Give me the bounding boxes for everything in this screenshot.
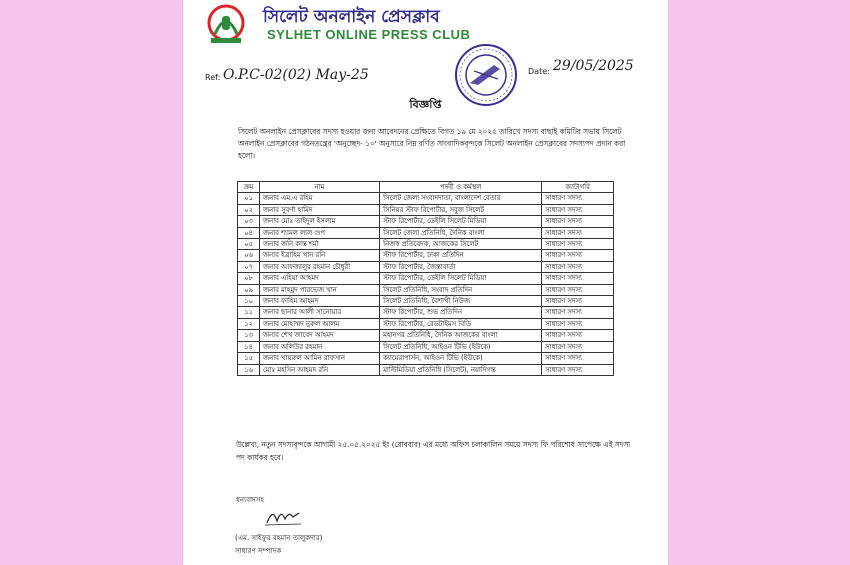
header-serial: ক্রম [238,182,260,193]
ref-number: O.P.C-02(02) May-25 [223,67,369,83]
cell-serial: ০৭ [238,261,260,272]
cell-name: জনাব ইব্রাহিম খান রনি [259,250,379,261]
cell-position: সিলেট জেলা সংবাদদাতা, বাংলাদেশ বেতার [380,193,542,204]
members-table-body [238,193,614,376]
cell-name: জনাব শ্যামল লাল গুপ [259,227,379,238]
cell-category: সাধারণ সদস্য [542,193,614,204]
cell-name: জনাব মোহাম্মদ নুরুল আলম [259,318,379,329]
header-position: পদবী ও কর্মস্থল [380,182,542,193]
header-name: নাম [259,182,379,193]
cell-position: মহানগর প্রতিনিধি, দৈনিক আজকের বাংলা [380,330,542,341]
cell-serial: ১৫ [238,353,260,364]
header-category: ক্যাটাগরি [542,182,614,193]
cell-position: সিলেট জেলা প্রতিনিধি, দৈনিক বাংলা [380,227,542,238]
cell-name: জনাব ফাহিম আহমদ [259,296,379,307]
notice-document [183,0,668,565]
table-row [238,273,614,284]
cell-position: সিলেট প্রতিনিধি, আইওন টিভি (ইউকে) [380,341,542,352]
table-row [238,284,614,295]
cell-category: সাধারণ সদস্য [542,273,614,284]
cell-position: ক্যামেরাপার্সন, আইওন টিভি (ইউকে) [380,353,542,364]
cell-serial: ১২ [238,318,260,329]
date-value: 29/05/2025 [553,58,634,74]
cell-category: সাধারণ সদস্য [542,204,614,215]
table-row [238,330,614,341]
cell-position: স্টাফ রিপোর্টার, শুভ প্রতিদিন [380,307,542,318]
cell-position: সিলেট প্রতিনিধি, সংবাদ প্রতিদিন [380,284,542,295]
cell-category: সাধারণ সদস্য [542,261,614,272]
cell-name: জনাব শেখ জাবেদ আহমদ [259,330,379,341]
cell-serial: ০৯ [238,284,260,295]
cell-name: জনাব এম.এ রহিম [259,193,379,204]
table-row [238,239,614,250]
footnote-paragraph: উল্লেখ্য, নতুন সদস্যবৃন্দকে আগামী ২৫.০৫.২০২৫ ইং (রোববার) এর মধ্যে অফিস চলাকালিন সময়ে সদস্য ফি পরিশোধ সাপেক্ষে এই সদস্য পদ কার্যকর হবে। [236,440,631,462]
cell-name: জনাব সুবর্ণা হামিদ [259,204,379,215]
cell-name: জনাব মোঃ তাইদুল ইসলাম [259,216,379,227]
cell-position: সিলেট প্রতিনিধি, বৈশাখী নিউজ [380,296,542,307]
cell-position: স্টাফ রিপোর্টার, ডেইলি সিলেট মিডিয়া [380,273,542,284]
cell-name: জনাব মাহমুদ পারভেজ খান [259,284,379,295]
table-row [238,353,614,364]
cell-serial: ০৬ [238,250,260,261]
cell-name: জনাব অলিউর রহমান [259,341,379,352]
intro-paragraph: সিলেট অনলাইন প্রেসক্লাবের সদস্য হওয়ার জন্য আবেদনের প্রেক্ষিতে বিগত ১৯ মে ২০২৫ তারিখে সদস্য বাছাই কমিটির সভায় সিলেট অনলাইন প্রেসক্লাবের গঠনতন্ত্রের 'অনুচ্ছেদ- ১০' অনুসারে নিম্ন বর্ণিত সাংবাদিকবৃন্দকে সিলেট অনলাইন প্রেসক্লাবের সদস্যপদ প্রদান করা হলো। [238,127,626,160]
cell-category: সাধারণ সদস্য [542,227,614,238]
table-row [238,261,614,272]
table-row [238,250,614,261]
cell-position: স্টাফ রিপোর্টার, ঢাকা প্রতিদিন [380,250,542,261]
cell-serial: ০৫ [238,239,260,250]
cell-serial: ০৩ [238,216,260,227]
table-row [238,364,614,375]
members-table [237,181,614,376]
cell-category: সাধারণ সদস্য [542,284,614,295]
cell-category: সাধারণ সদস্য [542,330,614,341]
cell-serial: ১১ [238,307,260,318]
table-row [238,307,614,318]
club-logo [205,4,247,46]
cell-position: নিজস্ব প্রতিবেদক, আজকের সিলেট [380,239,542,250]
cell-name: জনাব ছানার আলী সানোয়ার [259,307,379,318]
signer-title: সাধারণ সম্পাদক [235,547,282,555]
table-row [238,193,614,204]
closing-text: ধন্যবাদসহ [236,496,265,504]
cell-name: জনাব জনি কান্ত শর্মা [259,239,379,250]
ref-label: Ref: [205,73,221,82]
cell-serial: ০১ [238,193,260,204]
cell-serial: ১৩ [238,330,260,341]
table-row [238,318,614,329]
club-name-english: SYLHET ONLINE PRESS CLUB [267,27,471,42]
cell-serial: ০৪ [238,227,260,238]
cell-serial: ০৮ [238,273,260,284]
signer-name: (এম. সাইফুর রহমান তালুকদার) [235,534,323,542]
cell-category: সাধারণ সদস্য [542,353,614,364]
cell-position: মাল্টিমিডিয়া প্রতিনিধি (সিলেট), নয়াদিগন্ত [380,364,542,375]
cell-position: স্টাফ রিপোর্টার, ডেইলি সিলেট মিডিয়া [380,216,542,227]
cell-name: জনাব আফজালুর রহমান চৌধুরী [259,261,379,272]
signature-icon [263,505,303,529]
cell-name: মোঃ মহসিন আহমদ রনি [259,364,379,375]
cell-name: জনাব খায়রুল আমিন রাফসান [259,353,379,364]
cell-category: সাধারণ সদস্য [542,296,614,307]
table-header-row [238,182,614,193]
cell-category: সাধারণ সদস্য [542,307,614,318]
cell-category: সাধারণ সদস্য [542,318,614,329]
cell-serial: ০২ [238,204,260,215]
table-row [238,204,614,215]
table-row [238,296,614,307]
cell-category: সাধারণ সদস্য [542,239,614,250]
cell-serial: ১০ [238,296,260,307]
cell-category: সাধারণ সদস্য [542,364,614,375]
table-row [238,341,614,352]
cell-position: স্টাফ রিপোর্টার, জৈন্তাবার্তা [380,261,542,272]
cell-serial: ১৪ [238,341,260,352]
cell-serial: ১৬ [238,364,260,375]
notice-title: বিজ্ঞপ্তি [409,98,442,111]
cell-name: জনাব এহিয়া আহমদ [259,273,379,284]
cell-position: সিনিয়র স্টাফ রিপোর্টার, সবুজ সিলেট [380,204,542,215]
date-label: Date: [528,67,550,76]
cell-category: সাধারণ সদস্য [542,216,614,227]
cell-category: সাধারণ সদস্য [542,250,614,261]
cell-position: স্টাফ রিপোর্টার, রেডটাইমস বিডি [380,318,542,329]
table-row [238,216,614,227]
table-row [238,227,614,238]
club-name-bengali: সিলেট অনলাইন প্রেসক্লাব [263,7,440,27]
cell-category: সাধারণ সদস্য [542,341,614,352]
